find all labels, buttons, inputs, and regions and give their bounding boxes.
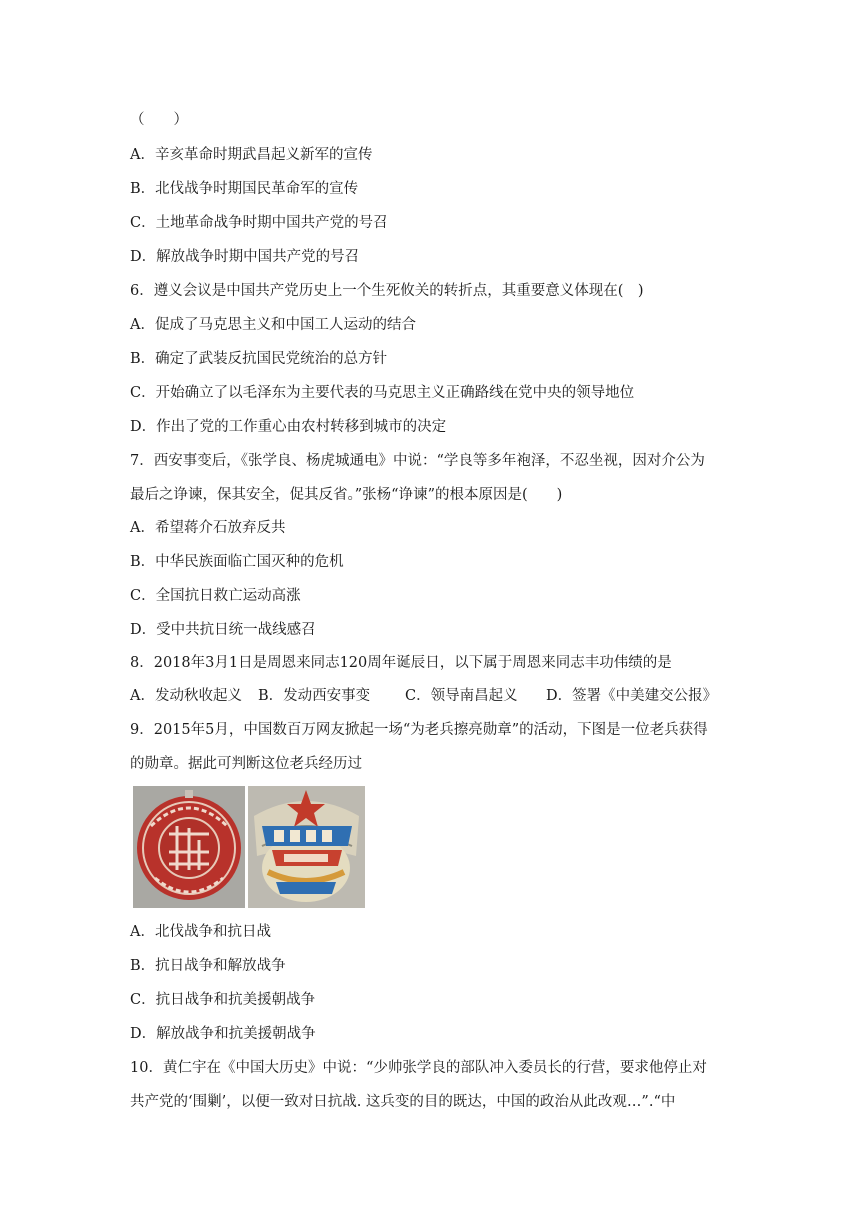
red-medal-photo	[133, 786, 245, 908]
q5-option-c: C．土地革命战争时期中国共产党的号召	[130, 215, 388, 231]
q8-option-b: B．发动西安事变	[258, 688, 371, 704]
q6-stem: 6．遵义会议是中国共产党历史上一个生死攸关的转折点，其重要意义体现在( )	[130, 283, 644, 299]
q7-stem-line1: 7．西安事变后，《张学良、杨虎城通电》中说：“学良等多年袍泽，不忍坐视，因对介公为	[130, 453, 705, 469]
q6-option-a: A．促成了马克思主义和中国工人运动的结合	[130, 317, 416, 333]
q5-option-b: B．北伐战争时期国民革命军的宣传	[130, 181, 359, 197]
q9-stem-line2: 的勋章。据此可判断这位老兵经历过	[130, 756, 362, 772]
liberation-medal-photo	[248, 786, 365, 908]
medal-photos	[133, 786, 365, 908]
q8-option-c: C．领导南昌起义	[405, 688, 518, 704]
q8-options-row	[130, 686, 735, 706]
q6-option-c: C．开始确立了以毛泽东为主要代表的马克思主义正确路线在党中央的领导地位	[130, 385, 635, 401]
q7-option-b: B．中华民族面临亡国灭种的危机	[130, 554, 344, 570]
q6-option-b: B．确定了武装反抗国民党统治的总方针	[130, 351, 388, 367]
q5-answer-bracket: （ ）	[130, 112, 188, 128]
q9-stem-line1: 9．2015年5月，中国数百万网友掀起一场“为老兵擦亮勋章”的活动，下图是一位老兵获得	[130, 722, 708, 738]
q8-option-d: D．签署《中美建交公报》	[546, 688, 718, 704]
q5-option-a: A．辛亥革命时期武昌起义新军的宣传	[130, 147, 373, 163]
q9-option-b: B．抗日战争和解放战争	[130, 958, 286, 974]
red-medal-image	[133, 786, 245, 908]
q9-option-a: A．北伐战争和抗日战	[130, 924, 271, 940]
q9-option-c: C．抗日战争和抗美援朝战争	[130, 992, 316, 1008]
q7-option-a: A．希望蒋介石放弃反共	[130, 520, 286, 536]
liberation-medal-image	[248, 786, 365, 908]
q6-option-d: D．作出了党的工作重心由农村转移到城市的决定	[130, 419, 447, 435]
q9-option-d: D．解放战争和抗美援朝战争	[130, 1026, 316, 1042]
q8-stem: 8．2018年3月1日是周恩来同志120周年诞辰日，以下属于周恩来同志丰功伟绩的是	[130, 655, 672, 671]
q10-stem-line2: 共产党的‘围剿’，以便一致对日抗战. 这兵变的目的既达，中国的政治从此改观…”.“中	[130, 1094, 676, 1110]
q7-option-d: D．受中共抗日统一战线感召	[130, 622, 316, 638]
q7-option-c: C．全国抗日救亡运动高涨	[130, 588, 301, 604]
q5-option-d: D．解放战争时期中国共产党的号召	[130, 249, 360, 265]
q8-option-a: A．发动秋收起义	[130, 688, 242, 704]
q10-stem-line1: 10．黄仁宇在《中国大历史》中说：“少帅张学良的部队冲入委员长的行营，要求他停止对	[130, 1060, 707, 1076]
q7-stem-line2: 最后之诤谏，保其安全，促其反省。”张杨“诤谏”的根本原因是( )	[130, 487, 563, 503]
